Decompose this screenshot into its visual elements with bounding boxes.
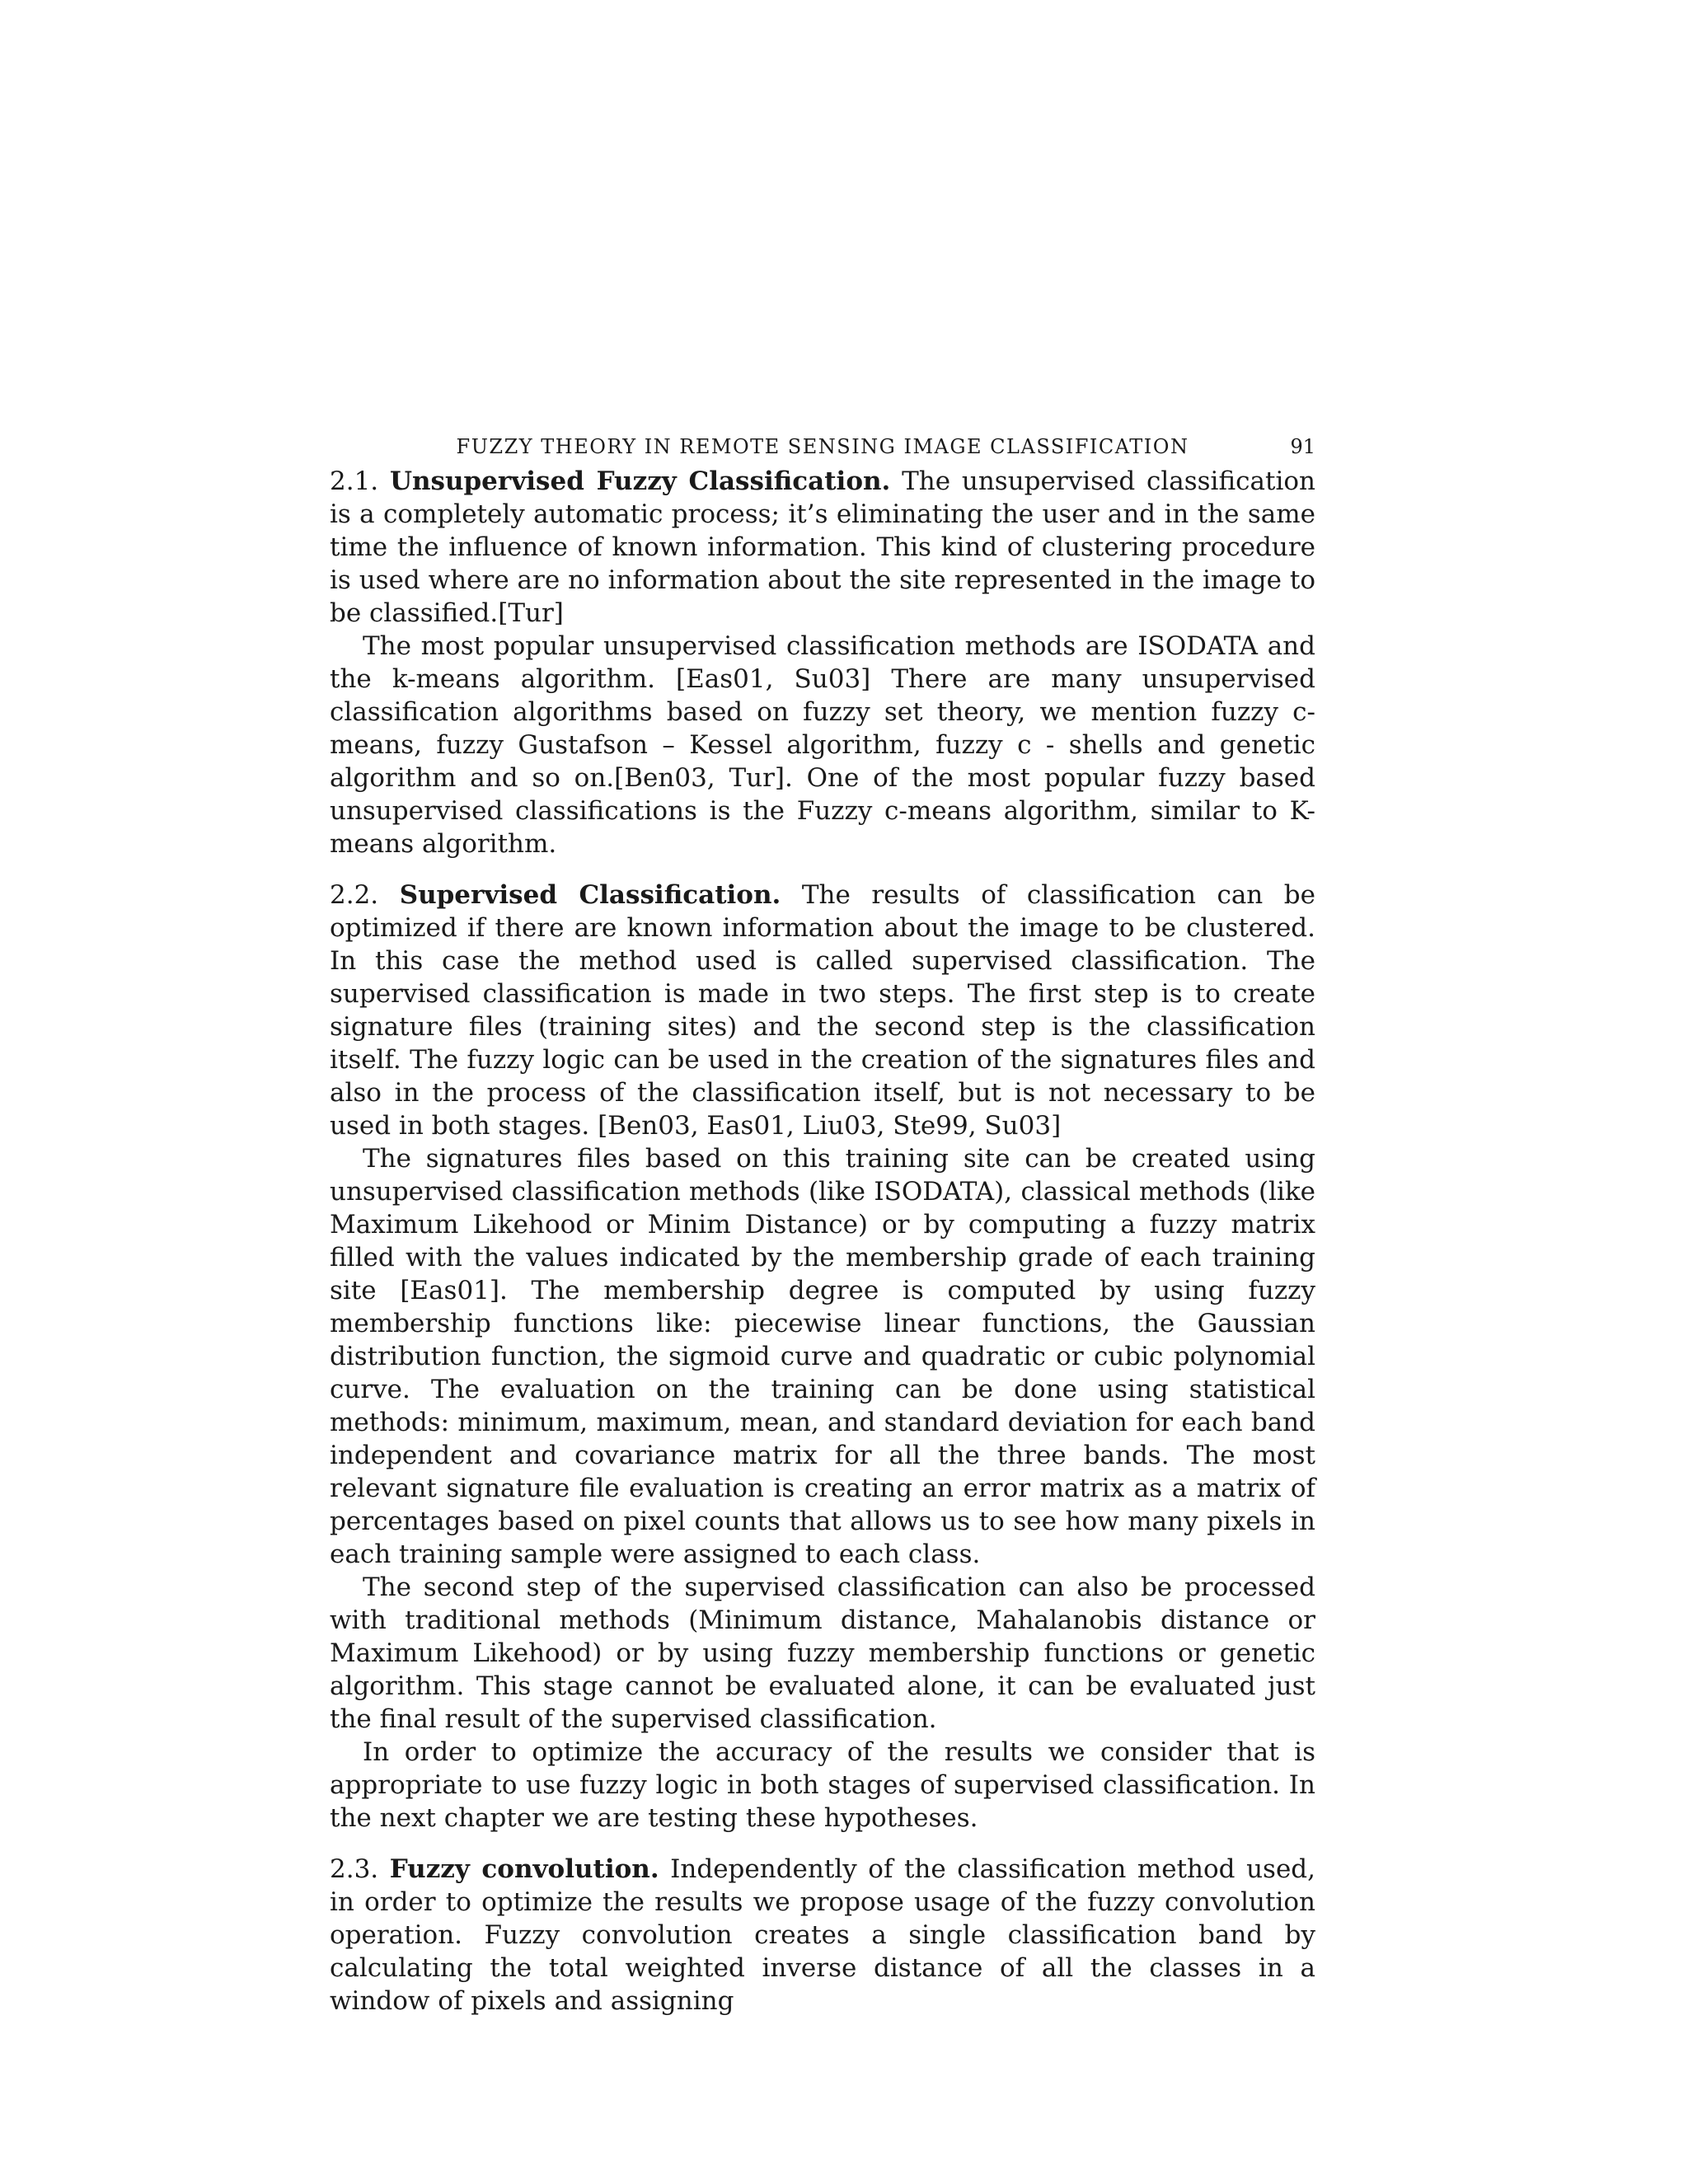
section-heading: Supervised Classification. — [399, 880, 781, 910]
paragraph-text: Independently of the classification method used, in order to optimize the results we propose usage of the fuzzy convolution operation. Fuzzy convolution creates a single classification band by calculating the total weighted inverse distance of all the classes in a window of pixels and assigning — [330, 1854, 1315, 2016]
paragraph-text: The results of classification can be optimized if there are known information about the image to be clustered. In this case the method used is called supervised classification. The supervised classification is made in two steps. The first step is to create signature files (training sites) and the second step is the classification itself. The fuzzy logic can be used in the creation of the signatures files and also in the process of the classification itself, but is not necessary to be used in both stages. [Ben03, Eas01, Liu03, Ste99, Su03] — [330, 880, 1315, 1141]
section-number: 2.2. — [330, 880, 379, 910]
paragraph: In order to optimize the accuracy of the results we consider that is appropriate to use fuzzy logic in both stages of supervised classification. In the next chapter we are testing these hypotheses. — [330, 1737, 1315, 1833]
paragraph — [330, 465, 1315, 630]
page-number: 91 — [1290, 435, 1315, 458]
paragraph-text: The unsupervised classification is a completely automatic process; it’s eliminating the user and in the same time the influence of known information. This kind of clustering procedure is used where are no information about the site represented in the image to be classified.[Tur] — [330, 466, 1315, 628]
section-2-3 — [330, 1853, 1315, 2018]
section-heading: Unsupervised Fuzzy Classification. — [389, 466, 891, 496]
section-heading: Fuzzy convolution. — [389, 1854, 659, 1884]
running-title: FUZZY THEORY IN REMOTE SENSING IMAGE CLASSIFICATION — [456, 435, 1189, 458]
section-2-1 — [330, 465, 1315, 860]
section-number: 2.1. — [330, 466, 379, 496]
paragraph: The most popular unsupervised classification methods are ISODATA and the k-means algorithm. [Eas01, Su03] There are many unsupervised classification algorithms based on fuzzy set theory, we mention fuzzy c-means, fuzzy Gustafson – Kessel algorithm, fuzzy c - shells and genetic algorithm and so on.[Ben03, Tur]. One of the most popular fuzzy based unsupervised classifications is the Fuzzy c-means algorithm, similar to K-means algorithm. — [330, 631, 1315, 859]
paragraph: The second step of the supervised classification can also be processed with traditional methods (Minimum distance, Mahalanobis distance or Maximum Likehood) or by using fuzzy membership functions or genetic algorithm. This stage cannot be evaluated alone, it can be evaluated just the final result of the supervised classification. — [330, 1572, 1315, 1734]
running-header — [330, 422, 1315, 465]
paragraph — [330, 879, 1315, 1142]
section-2-2 — [330, 879, 1315, 1835]
document-page — [330, 422, 1315, 2018]
section-number: 2.3. — [330, 1854, 379, 1884]
paragraph: The signatures files based on this training site can be created using unsupervised classification methods (like ISODATA), classical methods (like Maximum Likehood or Minim Distance) or by computing a fuzzy matrix filled with the values indicated by the membership grade of each training site [Eas01]. The membership degree is computed by using fuzzy membership functions like: piecewise linear functions, the Gaussian distribution function, the sigmoid curve and quadratic or cubic polynomial curve. The evaluation on the training can be done using statistical methods: minimum, maximum, mean, and standard deviation for each band independent and covariance matrix for all the three bands. The most relevant signature file evaluation is creating an error matrix as a matrix of percentages based on pixel counts that allows us to see how many pixels in each training sample were assigned to each class. — [330, 1144, 1315, 1569]
paragraph — [330, 1853, 1315, 2018]
